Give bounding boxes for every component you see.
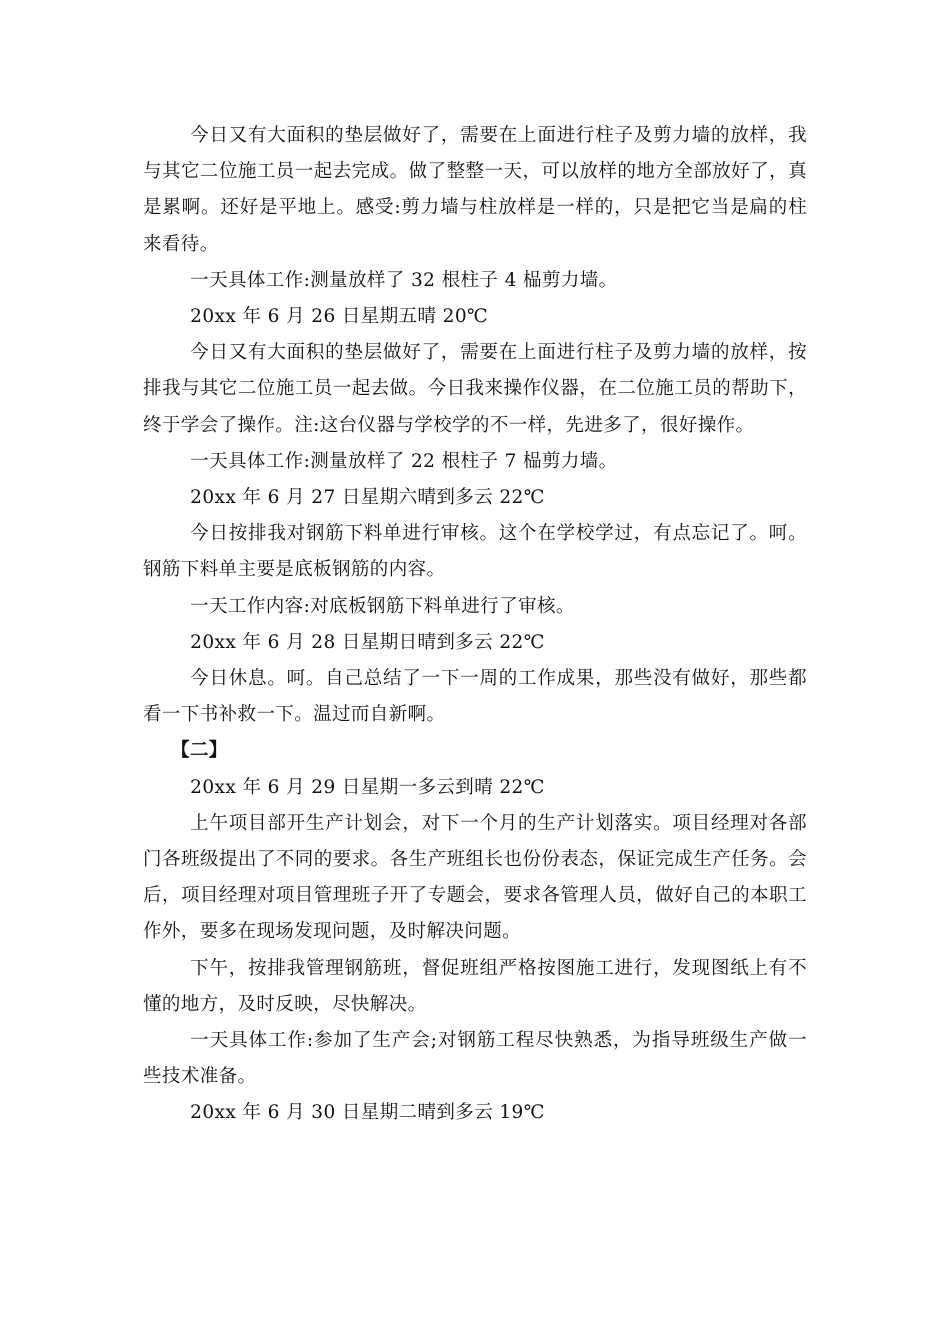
date-heading-0626: 20xx 年 6 月 26 日星期五晴 20℃ [190, 306, 489, 328]
paragraph-intro: 今日又有大面积的垫层做好了，需要在上面进行柱子及剪力墙的放样，我与其它二位施工员一起去完成。做了整整一天，可以放样的地方全部放好了，真是累啊。还好是平地上。感受:剪力墙与柱放样是一样的，只是把它当是扁的柱来看待。 [143, 125, 807, 255]
paragraph-0627-body: 今日按排我对钢筋下料单进行审核。这个在学校学过，有点忘记了。呵。钢筋下料单主要是底板钢筋的内容。 [143, 523, 807, 581]
paragraph-work-summary-1: 一天具体工作:测量放样了 32 根柱子 4 榀剪力墙。 [190, 269, 618, 291]
paragraph-0628-body: 今日休息。呵。自己总结了一下一周的工作成果，那些没有做好，那些都看一下书补救一下。温过而自新啊。 [143, 668, 807, 726]
paragraph-work-summary-2: 一天具体工作:测量放样了 22 根柱子 7 榀剪力墙。 [190, 450, 618, 472]
paragraph-work-summary-3: 一天工作内容:对底板钢筋下料单进行了审核。 [190, 595, 575, 617]
date-heading-0629: 20xx 年 6 月 29 日星期一多云到晴 22℃ [190, 776, 545, 798]
paragraph-0626-body: 今日又有大面积的垫层做好了，需要在上面进行柱子及剪力墙的放样，按排我与其它二位施工员一起去做。今日我来操作仪器，在二位施工员的帮助下，终于学会了操作。注:这台仪器与学校学的不一样，先进多了，很好操作。 [143, 342, 807, 436]
document-page [143, 118, 807, 1132]
date-heading-0630: 20xx 年 6 月 30 日星期二晴到多云 19℃ [190, 1102, 545, 1124]
date-heading-0627: 20xx 年 6 月 27 日星期六晴到多云 22℃ [190, 487, 545, 509]
paragraph-0629-morning: 上午项目部开生产计划会，对下一个月的生产计划落实。项目经理对各部门各班级提出了不同的要求。各生产班组长也份份表态，保证完成生产任务。会后，项目经理对项目管理班子开了专题会，要求各管理人员，做好自己的本职工作外，要多在现场发现问题，及时解决问题。 [143, 812, 807, 943]
paragraph-work-summary-4: 一天具体工作:参加了生产会;对钢筋工程尽快熟悉，为指导班级生产做一些技术准备。 [143, 1030, 807, 1088]
paragraph-0629-afternoon: 下午，按排我管理钢筋班，督促班组严格按图施工进行，发现图纸上有不懂的地方，及时反映，尽快解决。 [143, 957, 807, 1015]
section-mark-two: 【二】 [171, 740, 228, 762]
date-heading-0628: 20xx 年 6 月 28 日星期日晴到多云 22℃ [190, 631, 545, 653]
